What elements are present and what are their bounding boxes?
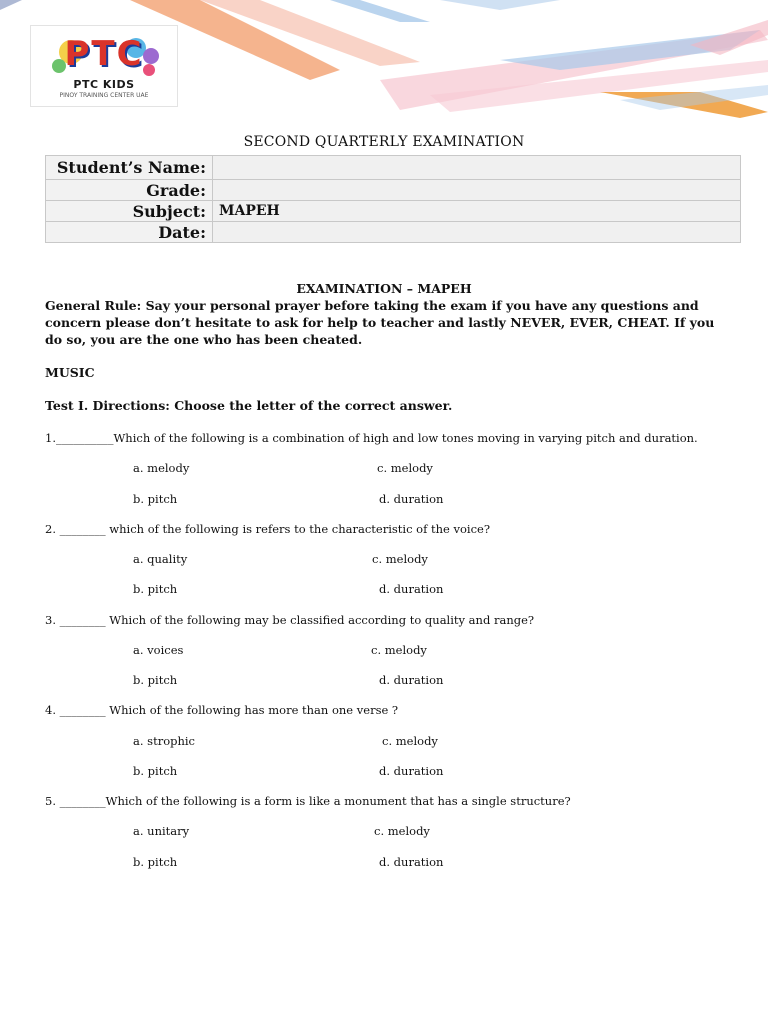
q2-option-d[interactable]: d. duration <box>379 582 444 596</box>
question-5: 5. ________Which of the following is a form is like a monument that has a single structure? <box>45 794 571 808</box>
student-info-table <box>45 155 741 243</box>
logo-name: PTC KIDS <box>73 78 135 91</box>
q2-option-b[interactable]: b. pitch <box>133 582 178 596</box>
question-3: 3. ________ Which of the following may be classified according to quality and range? <box>45 613 535 627</box>
date-label: Date: <box>46 222 213 243</box>
q1-option-c[interactable]: c. melody <box>377 461 433 475</box>
general-rule: General Rule: Say your personal prayer before taking the exam if you have any questions and concern please don’t hesitate to ask for help to teacher and lastly NEVER, EVER, CHEAT. If you do so, you are the one who has been cheated. <box>45 298 715 347</box>
question-1: 1.__________Which of the following is a combination of high and low tones moving in varying pitch and duration. <box>45 431 698 445</box>
logo-mark: PTC <box>64 34 144 74</box>
q5-option-c[interactable]: c. melody <box>374 824 430 838</box>
student-name-field[interactable] <box>213 156 741 180</box>
q1-option-d[interactable]: d. duration <box>379 492 444 506</box>
student-name-label: Student’s Name: <box>46 156 213 180</box>
q3-option-a[interactable]: a. voices <box>133 643 184 657</box>
subject-field[interactable]: MAPEH <box>213 201 741 222</box>
q4-option-b[interactable]: b. pitch <box>133 764 178 778</box>
q4-option-c[interactable]: c. melody <box>382 734 438 748</box>
grade-label: Grade: <box>46 180 213 201</box>
logo-tagline: PINOY TRAINING CENTER UAE <box>59 92 149 99</box>
subject-label: Subject: <box>46 201 213 222</box>
q3-option-b[interactable]: b. pitch <box>133 673 178 687</box>
q3-option-c[interactable]: c. melody <box>371 643 427 657</box>
q2-option-c[interactable]: c. melody <box>372 552 428 566</box>
q1-option-a[interactable]: a. melody <box>133 461 190 475</box>
q5-option-d[interactable]: d. duration <box>379 855 444 869</box>
ptc-kids-logo <box>30 25 178 107</box>
q2-option-a[interactable]: a. quality <box>133 552 188 566</box>
q3-option-d[interactable]: d. duration <box>379 673 444 687</box>
exam-heading: EXAMINATION – MAPEH <box>296 281 472 296</box>
q1-option-b[interactable]: b. pitch <box>133 492 178 506</box>
question-4: 4. ________ Which of the following has more than one verse ? <box>45 703 399 717</box>
q5-option-b[interactable]: b. pitch <box>133 855 178 869</box>
subject-row <box>46 201 741 222</box>
date-row <box>46 222 741 243</box>
grade-row <box>46 180 741 201</box>
section-heading-music: MUSIC <box>45 365 95 380</box>
q4-option-a[interactable]: a. strophic <box>133 734 195 748</box>
q4-option-d[interactable]: d. duration <box>379 764 444 778</box>
student-name-row <box>46 156 741 180</box>
test-directions: Test I. Directions: Choose the letter of the correct answer. <box>45 398 453 413</box>
q5-option-a[interactable]: a. unitary <box>133 824 190 838</box>
date-field[interactable] <box>213 222 741 243</box>
page-title: SECOND QUARTERLY EXAMINATION <box>243 134 525 150</box>
question-2: 2. ________ which of the following is refers to the characteristic of the voice? <box>45 522 491 536</box>
grade-field[interactable] <box>213 180 741 201</box>
